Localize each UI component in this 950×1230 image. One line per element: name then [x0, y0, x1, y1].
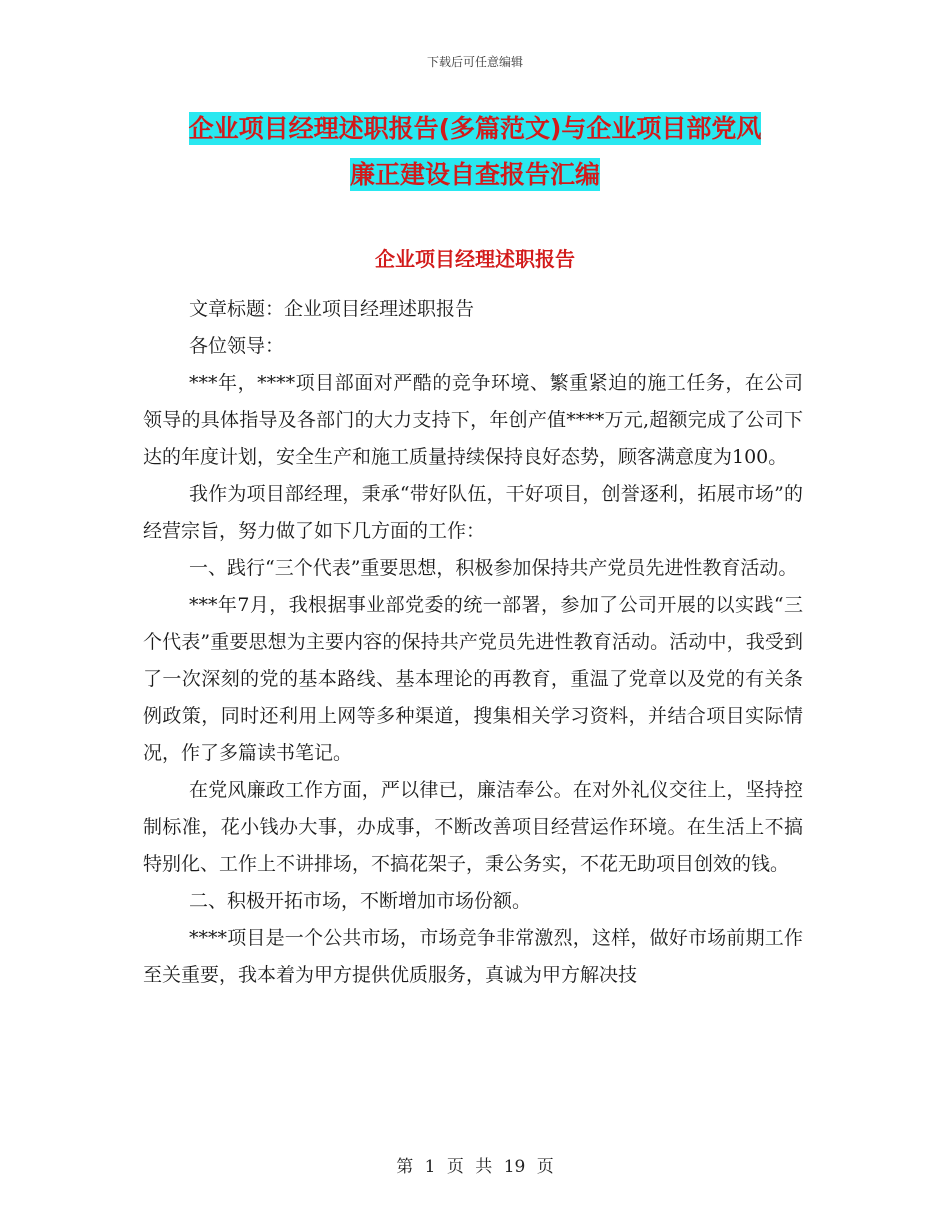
title-highlight: 企业项目经理述职报告(多篇范文)与企业项目部党风 — [188, 114, 762, 143]
paragraph-salutation: 各位领导： — [189, 335, 285, 357]
paragraph: ****项目是一个公共市场，市场竞争非常激烈，这样，做好市场前期工作至关重要，我本着为甲方提供优质服务，真诚为甲方解决技 — [143, 927, 803, 986]
section-title: 企业项目经理述职报告 — [375, 247, 575, 271]
body-text — [143, 291, 803, 994]
paragraph: 在党风廉政工作方面，严以律已，廉洁奉公。在对外礼仪交往上，坚持控制标准，花小钱办大事，办成事，不断改善项目经营运作环境。在生活上不搞特别化、工作上不讲排场，不搞花架子，秉公务实，不花无助项目创效的钱。 — [143, 779, 803, 875]
title-highlight: 廉正建设自查报告汇编 — [349, 160, 600, 189]
paragraph-article-title: 文章标题：企业项目经理述职报告 — [189, 298, 475, 320]
document-title-line-2 — [140, 150, 810, 200]
paragraph: ***年，****项目部面对严酷的竞争环境、繁重紧迫的施工任务，在公司领导的具体指导及各部门的大力支持下，年创产值****万元,超额完成了公司下达的年度计划，安全生产和施工质量持续保持良好态势，顾客满意度为100。 — [143, 372, 803, 468]
page-footer: 第 1 页 共 19 页 — [396, 1157, 554, 1177]
paragraph: 我作为项目部经理，秉承“带好队伍，干好项目，创誉逐利，拓展市场”的经营宗旨，努力做了如下几方面的工作： — [143, 483, 803, 542]
document-title-line-1 — [140, 104, 810, 154]
paragraph-heading: 二、积极开拓市场，不断增加市场份额。 — [189, 890, 532, 912]
paragraph: ***年7月，我根据事业部党委的统一部署，参加了公司开展的以实践“三个代表”重要思想为主要内容的保持共产党员先进性教育活动。活动中，我受到了一次深刻的党的基本路线、基本理论的再教育，重温了党章以及党的有关条例政策，同时还利用上网等多种渠道，搜集相关学习资料，并结合项目实际情况，作了多篇读书笔记。 — [143, 594, 803, 764]
paragraph-heading: 一、践行“三个代表”重要思想，积极参加保持共产党员先进性教育活动。 — [189, 557, 798, 579]
header-note: 下载后可任意编辑 — [426, 55, 523, 69]
